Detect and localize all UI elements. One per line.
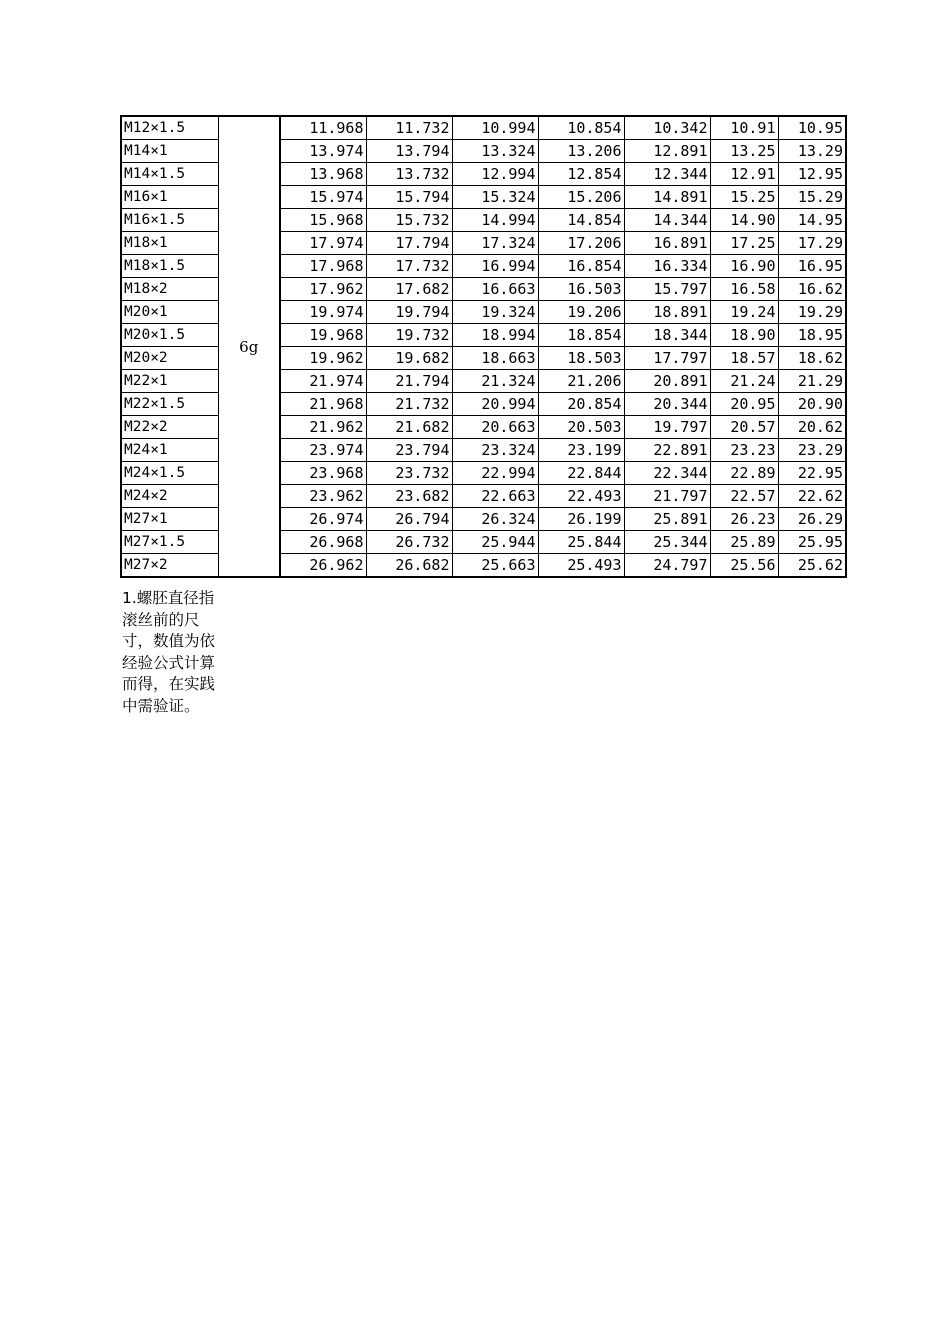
value-cell[interactable]: 13.29: [778, 140, 846, 163]
thread-spec-cell[interactable]: M20×2: [121, 347, 218, 370]
thread-spec-cell[interactable]: M22×1: [121, 370, 218, 393]
value-cell[interactable]: 21.206: [538, 370, 624, 393]
value-cell[interactable]: 23.974: [280, 439, 366, 462]
value-cell[interactable]: 18.663: [452, 347, 538, 370]
thread-spec-cell[interactable]: M16×1: [121, 186, 218, 209]
value-cell[interactable]: 12.95: [778, 163, 846, 186]
thread-spec-cell[interactable]: M16×1.5: [121, 209, 218, 232]
value-cell[interactable]: 18.90: [710, 324, 778, 347]
value-cell[interactable]: 26.974: [280, 508, 366, 531]
value-cell[interactable]: 21.797: [624, 485, 710, 508]
value-cell[interactable]: 25.56: [710, 554, 778, 578]
value-cell[interactable]: 20.95: [710, 393, 778, 416]
value-cell[interactable]: 21.794: [366, 370, 452, 393]
value-cell[interactable]: 23.682: [366, 485, 452, 508]
value-cell[interactable]: 26.682: [366, 554, 452, 578]
value-cell[interactable]: 12.994: [452, 163, 538, 186]
value-cell[interactable]: 20.663: [452, 416, 538, 439]
value-cell[interactable]: 10.95: [778, 116, 846, 140]
value-cell[interactable]: 16.95: [778, 255, 846, 278]
value-cell[interactable]: 10.994: [452, 116, 538, 140]
value-cell[interactable]: 14.891: [624, 186, 710, 209]
value-cell[interactable]: 20.62: [778, 416, 846, 439]
value-cell[interactable]: 18.95: [778, 324, 846, 347]
thread-spec-cell[interactable]: M24×1.5: [121, 462, 218, 485]
value-cell[interactable]: 14.994: [452, 209, 538, 232]
tolerance-class-cell[interactable]: 6g: [218, 116, 280, 577]
value-cell[interactable]: 16.854: [538, 255, 624, 278]
value-cell[interactable]: 26.199: [538, 508, 624, 531]
value-cell[interactable]: 16.663: [452, 278, 538, 301]
value-cell[interactable]: 19.794: [366, 301, 452, 324]
value-cell[interactable]: 16.62: [778, 278, 846, 301]
value-cell[interactable]: 20.891: [624, 370, 710, 393]
value-cell[interactable]: 20.57: [710, 416, 778, 439]
value-cell[interactable]: 26.968: [280, 531, 366, 554]
value-cell[interactable]: 25.944: [452, 531, 538, 554]
value-cell[interactable]: 22.891: [624, 439, 710, 462]
value-cell[interactable]: 11.732: [366, 116, 452, 140]
value-cell[interactable]: 14.95: [778, 209, 846, 232]
value-cell[interactable]: 19.962: [280, 347, 366, 370]
value-cell[interactable]: 19.324: [452, 301, 538, 324]
thread-spec-cell[interactable]: M18×1: [121, 232, 218, 255]
thread-spec-cell[interactable]: M12×1.5: [121, 116, 218, 140]
value-cell[interactable]: 26.794: [366, 508, 452, 531]
value-cell[interactable]: 17.29: [778, 232, 846, 255]
value-cell[interactable]: 17.962: [280, 278, 366, 301]
value-cell[interactable]: 15.968: [280, 209, 366, 232]
value-cell[interactable]: 15.206: [538, 186, 624, 209]
value-cell[interactable]: 18.57: [710, 347, 778, 370]
value-cell[interactable]: 20.344: [624, 393, 710, 416]
value-cell[interactable]: 17.324: [452, 232, 538, 255]
value-cell[interactable]: 17.794: [366, 232, 452, 255]
value-cell[interactable]: 26.324: [452, 508, 538, 531]
value-cell[interactable]: 21.974: [280, 370, 366, 393]
value-cell[interactable]: 16.994: [452, 255, 538, 278]
value-cell[interactable]: 21.682: [366, 416, 452, 439]
value-cell[interactable]: 20.854: [538, 393, 624, 416]
value-cell[interactable]: 18.854: [538, 324, 624, 347]
value-cell[interactable]: 26.962: [280, 554, 366, 578]
value-cell[interactable]: 20.503: [538, 416, 624, 439]
thread-spec-cell[interactable]: M14×1: [121, 140, 218, 163]
value-cell[interactable]: 17.206: [538, 232, 624, 255]
value-cell[interactable]: 23.23: [710, 439, 778, 462]
value-cell[interactable]: 21.732: [366, 393, 452, 416]
thread-spec-cell[interactable]: M22×1.5: [121, 393, 218, 416]
value-cell[interactable]: 25.663: [452, 554, 538, 578]
value-cell[interactable]: 22.57: [710, 485, 778, 508]
value-cell[interactable]: 17.968: [280, 255, 366, 278]
value-cell[interactable]: 22.89: [710, 462, 778, 485]
value-cell[interactable]: 15.794: [366, 186, 452, 209]
value-cell[interactable]: 18.891: [624, 301, 710, 324]
value-cell[interactable]: 11.968: [280, 116, 366, 140]
footnote: 1.螺胚直径指滚丝前的尺寸，数值为依经验公式计算而得，在实践中需验证。: [122, 589, 216, 715]
thread-spec-cell[interactable]: M20×1: [121, 301, 218, 324]
value-cell[interactable]: 26.732: [366, 531, 452, 554]
value-cell[interactable]: 22.95: [778, 462, 846, 485]
value-cell[interactable]: 16.58: [710, 278, 778, 301]
value-cell[interactable]: 12.344: [624, 163, 710, 186]
value-cell[interactable]: 26.29: [778, 508, 846, 531]
value-cell[interactable]: 23.732: [366, 462, 452, 485]
value-cell[interactable]: 15.324: [452, 186, 538, 209]
value-cell[interactable]: 22.994: [452, 462, 538, 485]
value-cell[interactable]: 16.90: [710, 255, 778, 278]
value-cell[interactable]: 23.29: [778, 439, 846, 462]
value-cell[interactable]: 22.344: [624, 462, 710, 485]
thread-dimension-table: [120, 115, 847, 578]
value-cell[interactable]: 19.682: [366, 347, 452, 370]
thread-spec-cell[interactable]: M24×1: [121, 439, 218, 462]
value-cell[interactable]: 12.891: [624, 140, 710, 163]
value-cell[interactable]: 19.24: [710, 301, 778, 324]
value-cell[interactable]: 13.974: [280, 140, 366, 163]
value-cell[interactable]: 14.90: [710, 209, 778, 232]
value-cell[interactable]: 10.342: [624, 116, 710, 140]
value-cell[interactable]: 23.794: [366, 439, 452, 462]
value-cell[interactable]: 21.324: [452, 370, 538, 393]
value-cell[interactable]: 15.732: [366, 209, 452, 232]
value-cell[interactable]: 19.29: [778, 301, 846, 324]
value-cell[interactable]: 19.732: [366, 324, 452, 347]
value-cell[interactable]: 25.493: [538, 554, 624, 578]
value-cell[interactable]: 13.25: [710, 140, 778, 163]
value-cell[interactable]: 22.844: [538, 462, 624, 485]
value-cell[interactable]: 17.797: [624, 347, 710, 370]
value-cell[interactable]: 13.794: [366, 140, 452, 163]
value-cell[interactable]: 17.732: [366, 255, 452, 278]
value-cell[interactable]: 25.344: [624, 531, 710, 554]
value-cell[interactable]: 25.62: [778, 554, 846, 578]
value-cell[interactable]: 13.968: [280, 163, 366, 186]
table-row: [121, 116, 846, 140]
value-cell[interactable]: 25.844: [538, 531, 624, 554]
value-cell[interactable]: 12.854: [538, 163, 624, 186]
value-cell[interactable]: 25.89: [710, 531, 778, 554]
value-cell[interactable]: 22.62: [778, 485, 846, 508]
value-cell[interactable]: 17.974: [280, 232, 366, 255]
value-cell[interactable]: 20.90: [778, 393, 846, 416]
value-cell[interactable]: 16.891: [624, 232, 710, 255]
value-cell[interactable]: 23.324: [452, 439, 538, 462]
value-cell[interactable]: 13.206: [538, 140, 624, 163]
value-cell[interactable]: 17.25: [710, 232, 778, 255]
value-cell[interactable]: 15.797: [624, 278, 710, 301]
thread-spec-cell[interactable]: M24×2: [121, 485, 218, 508]
thread-spec-cell[interactable]: M27×1: [121, 508, 218, 531]
thread-spec-cell[interactable]: M18×2: [121, 278, 218, 301]
value-cell[interactable]: 21.29: [778, 370, 846, 393]
value-cell[interactable]: 22.663: [452, 485, 538, 508]
value-cell[interactable]: 23.962: [280, 485, 366, 508]
value-cell[interactable]: 10.91: [710, 116, 778, 140]
value-cell[interactable]: 19.968: [280, 324, 366, 347]
value-cell[interactable]: 18.503: [538, 347, 624, 370]
value-cell[interactable]: 23.199: [538, 439, 624, 462]
value-cell[interactable]: 15.25: [710, 186, 778, 209]
value-cell[interactable]: 13.324: [452, 140, 538, 163]
value-cell[interactable]: 16.503: [538, 278, 624, 301]
value-cell[interactable]: 18.62: [778, 347, 846, 370]
value-cell[interactable]: 18.344: [624, 324, 710, 347]
value-cell[interactable]: 13.732: [366, 163, 452, 186]
value-cell[interactable]: 19.206: [538, 301, 624, 324]
value-cell[interactable]: 14.344: [624, 209, 710, 232]
thread-spec-cell[interactable]: M14×1.5: [121, 163, 218, 186]
value-cell[interactable]: 16.334: [624, 255, 710, 278]
value-cell[interactable]: 14.854: [538, 209, 624, 232]
thread-spec-cell[interactable]: M27×1.5: [121, 531, 218, 554]
value-cell[interactable]: 25.95: [778, 531, 846, 554]
value-cell[interactable]: 19.797: [624, 416, 710, 439]
value-cell[interactable]: 22.493: [538, 485, 624, 508]
value-cell[interactable]: 15.29: [778, 186, 846, 209]
value-cell[interactable]: 15.974: [280, 186, 366, 209]
value-cell[interactable]: 18.994: [452, 324, 538, 347]
thread-spec-cell[interactable]: M18×1.5: [121, 255, 218, 278]
thread-spec-cell[interactable]: M27×2: [121, 554, 218, 578]
value-cell[interactable]: 24.797: [624, 554, 710, 578]
value-cell[interactable]: 21.962: [280, 416, 366, 439]
value-cell[interactable]: 23.968: [280, 462, 366, 485]
value-cell[interactable]: 17.682: [366, 278, 452, 301]
value-cell[interactable]: 19.974: [280, 301, 366, 324]
thread-spec-cell[interactable]: M20×1.5: [121, 324, 218, 347]
thread-spec-cell[interactable]: M22×2: [121, 416, 218, 439]
value-cell[interactable]: 21.968: [280, 393, 366, 416]
value-cell[interactable]: 21.24: [710, 370, 778, 393]
value-cell[interactable]: 10.854: [538, 116, 624, 140]
value-cell[interactable]: 12.91: [710, 163, 778, 186]
value-cell[interactable]: 26.23: [710, 508, 778, 531]
value-cell[interactable]: 20.994: [452, 393, 538, 416]
value-cell[interactable]: 25.891: [624, 508, 710, 531]
